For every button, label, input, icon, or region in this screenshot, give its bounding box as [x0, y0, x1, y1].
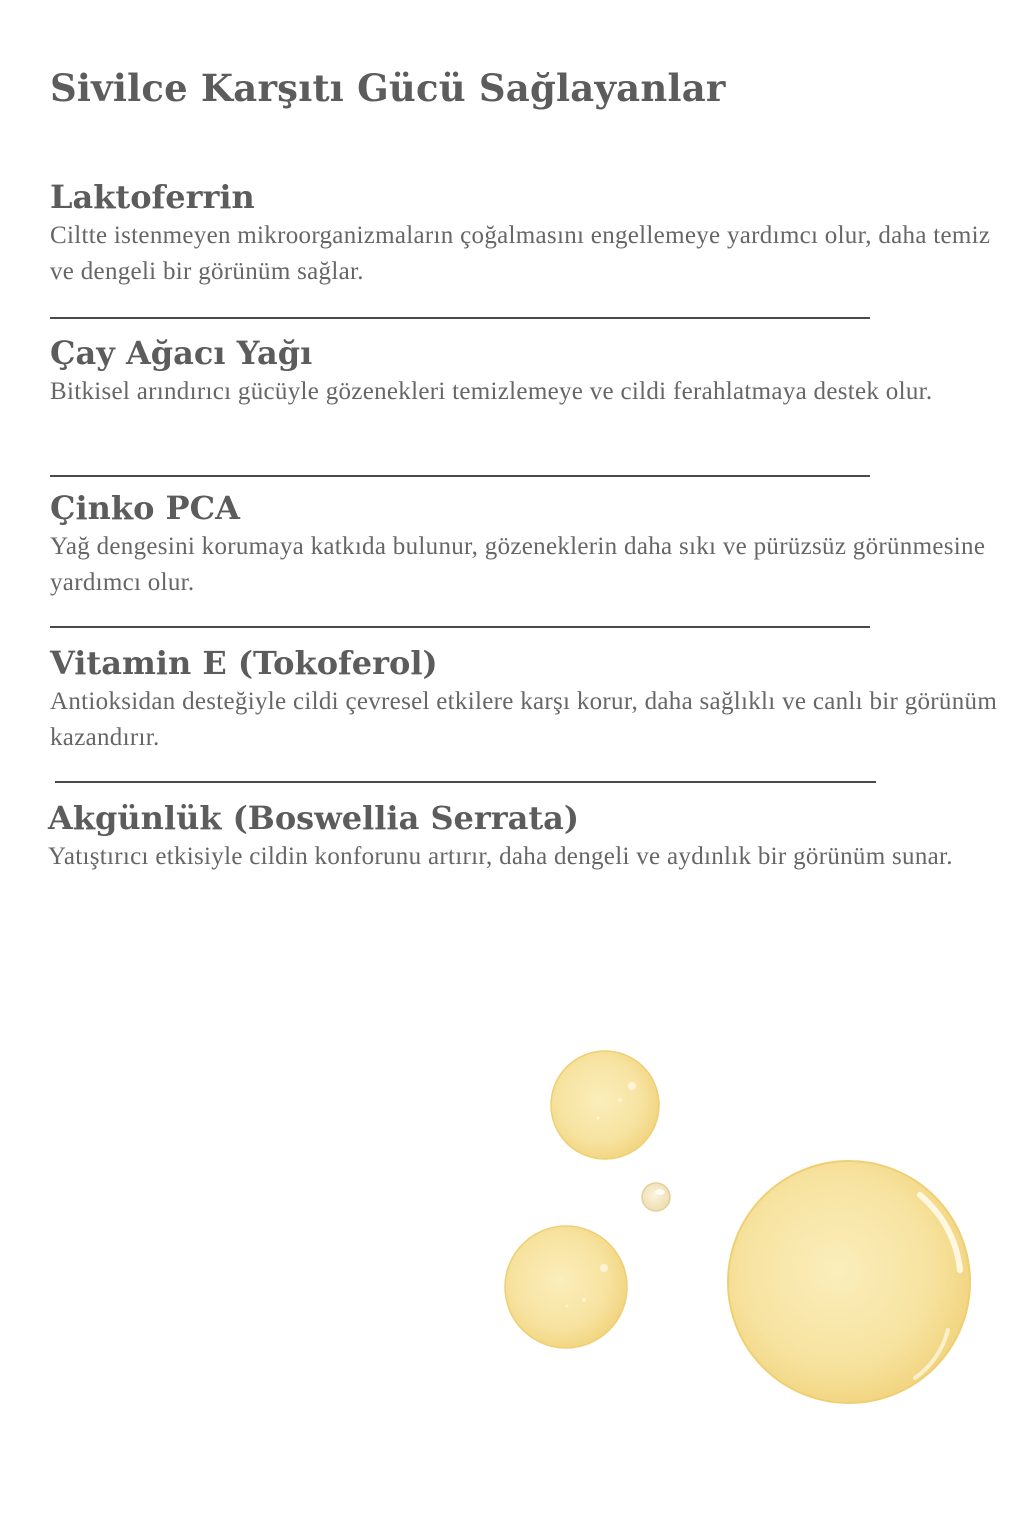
ingredient-description: Yağ dengesini korumaya katkıda bulunur, gözeneklerin daha sıkı ve pürüzsüz görünmesine yardımcı olur. — [50, 533, 986, 596]
ingredient-name: Laktoferrin — [50, 178, 255, 216]
page-title: Sivilce Karşıtı Gücü Sağlayanlar — [50, 66, 726, 110]
ingredient-description: Antioksidan desteğiyle cildi çevresel etkilere karşı korur, daha sağlıklı ve canlı bir görünüm kazandırır. — [50, 688, 998, 751]
oil-drop — [551, 1051, 659, 1159]
ingredient-description: Bitkisel arındırıcı gücüyle gözenekleri temizlemeye ve cildi ferahlatmaya destek olur. — [50, 378, 933, 405]
ingredient-name: Vitamin E (Tokoferol) — [50, 644, 438, 682]
ingredient-description: Ciltte istenmeyen mikroorganizmaların çoğalmasını engellemeye yardımcı olur, daha temiz ve dengeli bir görünüm sağlar. — [50, 222, 991, 285]
oil-drop — [728, 1161, 970, 1403]
oil-drop — [505, 1226, 627, 1348]
ingredient-description: Yatıştırıcı etkisiyle cildin konforunu artırır, daha dengeli ve aydınlık bir görünüm sunar. — [48, 843, 953, 870]
oil-drop — [642, 1183, 670, 1211]
ingredient-name: Akgünlük (Boswellia Serrata) — [48, 799, 580, 837]
ingredient-name: Çinko PCA — [50, 489, 240, 527]
ingredient-name: Çay Ağacı Yağı — [50, 334, 313, 372]
